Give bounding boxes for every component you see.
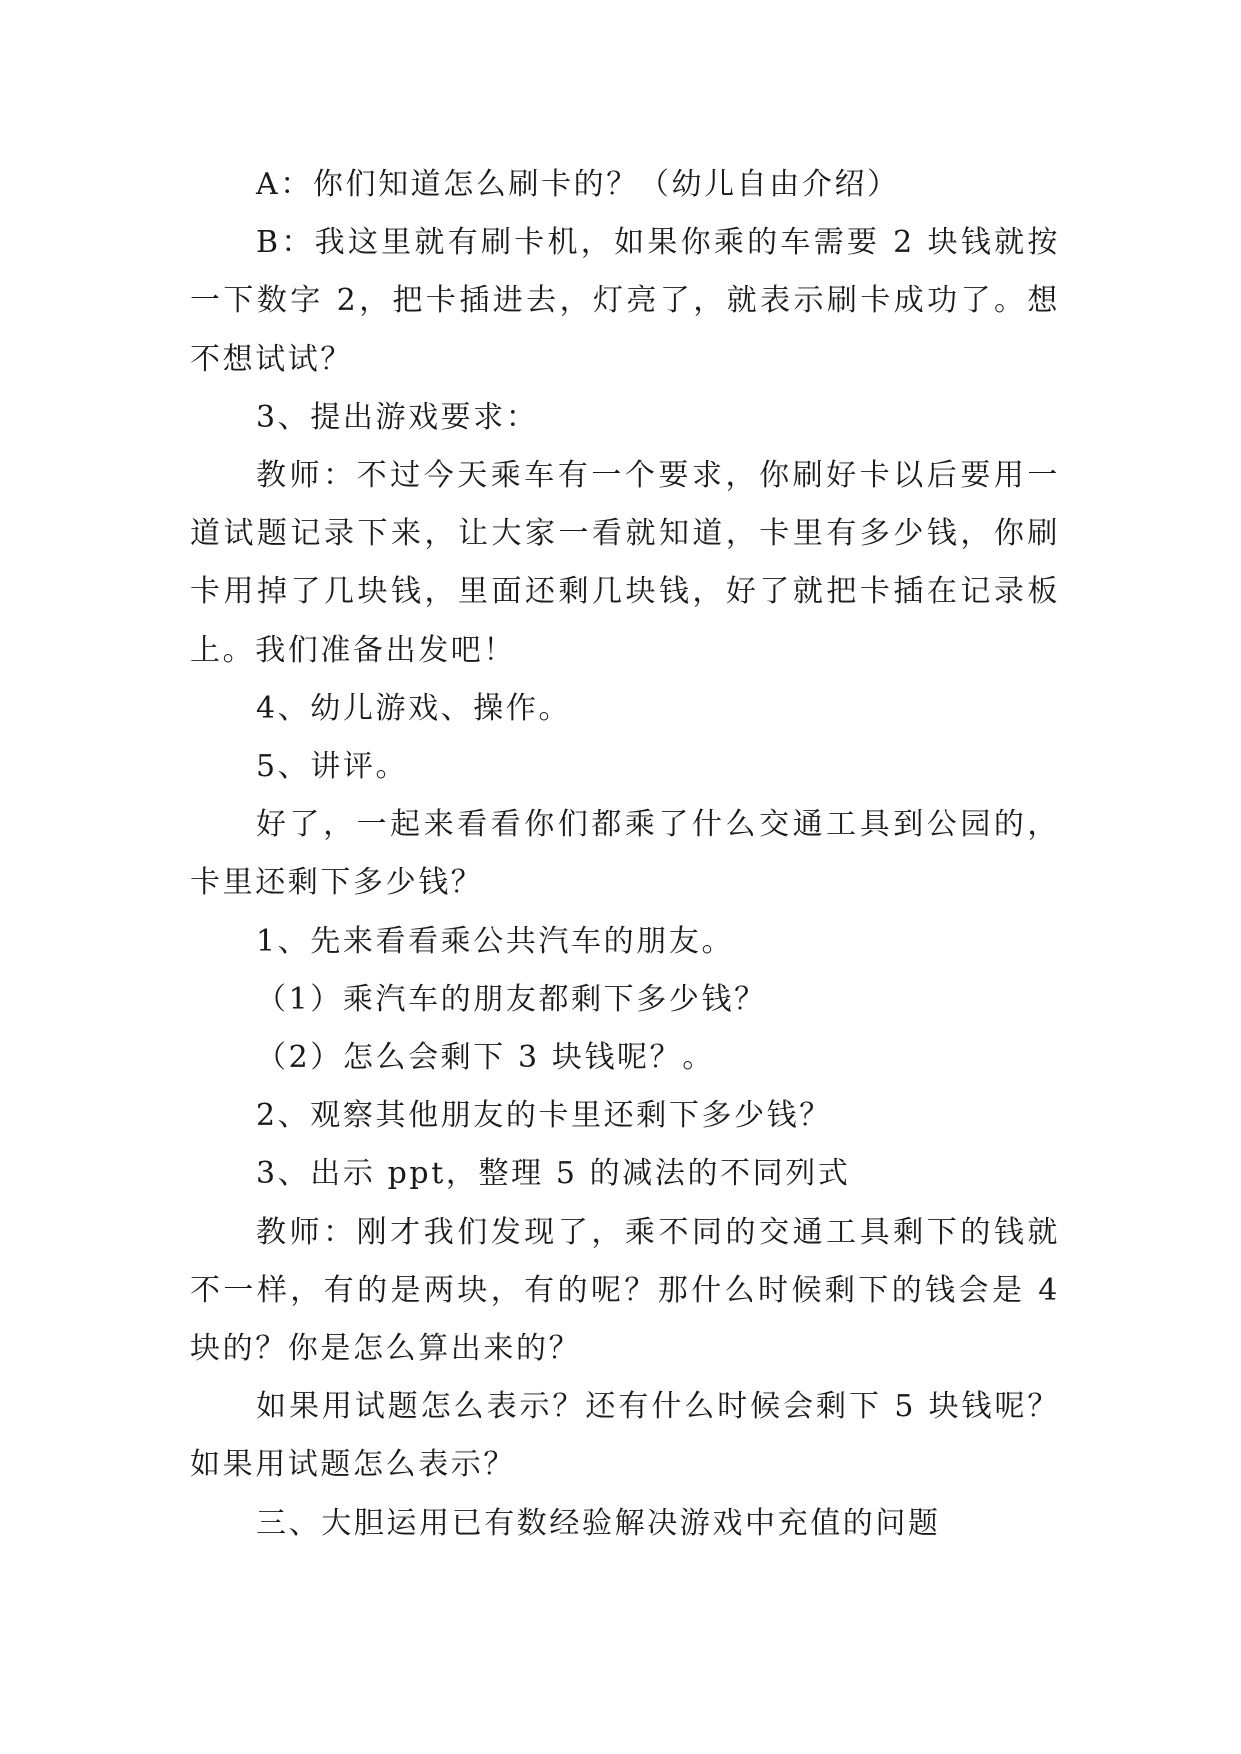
paragraph-12: 3、出示 ppt，整理 5 的减法的不同列式 (256, 1156, 851, 1192)
paragraph-1: A：你们知道怎么刷卡的？（幼儿自由介绍） (256, 167, 900, 202)
paragraph-8: 1、先来看看乘公共汽车的朋友。 (256, 923, 735, 959)
paragraph-4: 教师：不过今天乘车有一个要求，你刷好卡以后要用一道试题记录下来，让大家一看就知道，卡里有多少钱，你刷卡用掉了几块钱，里面还剩几块钱，好了就把卡插在记录板上。我们准备出发吧！ (190, 458, 1060, 668)
paragraph-9: （1）乘汽车的朋友都剩下多少钱？ (256, 981, 767, 1017)
paragraph-15: 三、大胆运用已有数经验解决游戏中充值的问题 (256, 1505, 941, 1541)
paragraph-10: （2）怎么会剩下 3 块钱呢？。 (256, 1040, 715, 1076)
document-body (190, 156, 1060, 1553)
paragraph-3: 3、提出游戏要求： (256, 399, 539, 435)
paragraph-13: 教师：刚才我们发现了，乘不同的交通工具剩下的钱就不一样，有的是两块，有的呢？那什么时候剩下的钱会是 4 块的？你是怎么算出来的？ (190, 1214, 1060, 1367)
paragraph-5: 4、幼儿游戏、操作。 (256, 690, 572, 726)
paragraph-14: 如果用试题怎么表示？还有什么时候会剩下 5 块钱呢？如果用试题怎么表示？ (190, 1389, 1060, 1483)
paragraph-11: 2、观察其他朋友的卡里还剩下多少钱？ (256, 1098, 832, 1134)
paragraph-2: B：我这里就有刷卡机，如果你乘的车需要 2 块钱就按一下数字 2，把卡插进去，灯亮了，就表示刷卡成功了。想不想试试？ (190, 225, 1060, 377)
paragraph-6: 5、讲评。 (256, 749, 409, 785)
paragraph-7: 好了，一起来看看你们都乘了什么交通工具到公园的，卡里还剩下多少钱？ (190, 807, 1060, 901)
